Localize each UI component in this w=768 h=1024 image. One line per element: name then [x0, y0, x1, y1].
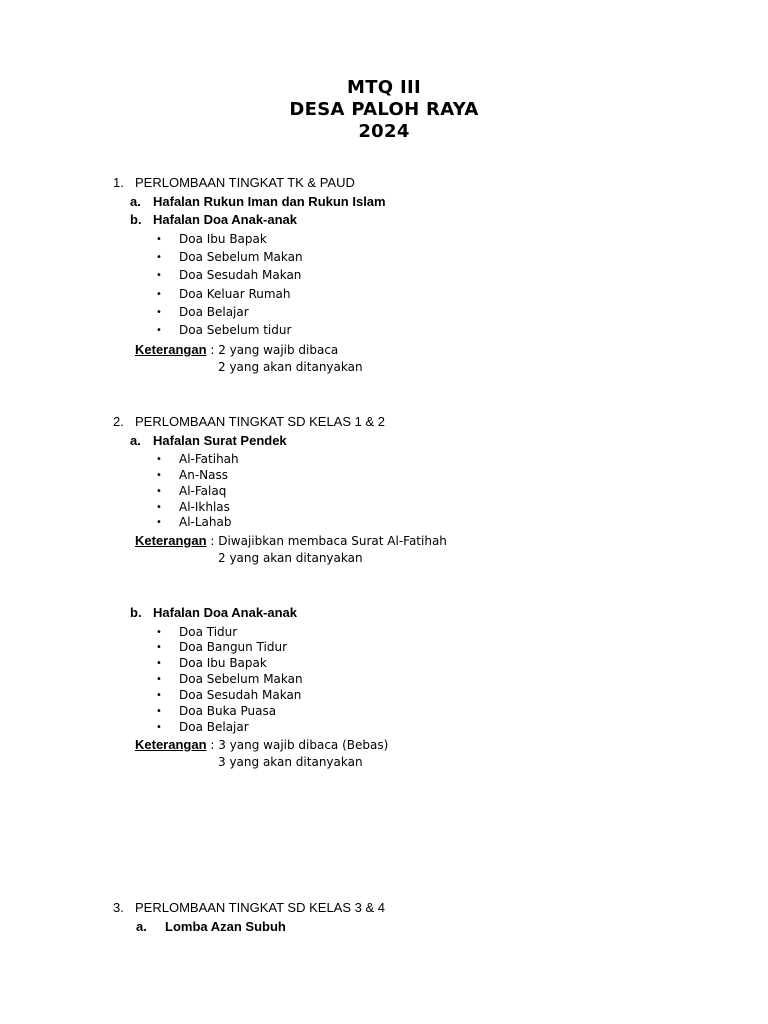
sub-letter: b.	[130, 605, 142, 620]
sub-label: Hafalan Surat Pendek	[153, 433, 287, 448]
list-item	[156, 640, 287, 656]
keterangan-text-line-2: 2 yang akan ditanyakan	[218, 551, 363, 565]
list-item	[156, 250, 303, 266]
bullet-icon: •	[156, 252, 162, 263]
list-item-text: Doa Tidur	[179, 625, 238, 639]
section-title: PERLOMBAAN TINGKAT TK & PAUD	[135, 175, 355, 190]
section-2-heading	[113, 414, 385, 430]
section-3-heading	[113, 900, 385, 916]
list-item	[156, 484, 226, 500]
list-item-text: Doa Sebelum tidur	[179, 323, 292, 337]
list-item-text: Al-Lahab	[179, 515, 232, 529]
bullet-icon: •	[156, 325, 162, 336]
sub-letter: b.	[130, 212, 142, 227]
list-item-text: Al-Falaq	[179, 484, 227, 498]
sub-letter: a.	[136, 919, 147, 934]
list-item	[156, 500, 230, 516]
bullet-icon: •	[156, 454, 162, 465]
sub-label: Hafalan Doa Anak-anak	[153, 212, 298, 227]
list-item-text: Doa Sebelum Makan	[179, 250, 303, 264]
bullet-icon: •	[156, 270, 162, 281]
list-item	[156, 688, 301, 704]
sub-label: Lomba Azan Subuh	[165, 919, 286, 934]
list-item-text: Doa Buka Puasa	[179, 704, 277, 718]
bullet-icon: •	[156, 486, 162, 497]
bullet-icon: •	[156, 234, 162, 245]
list-item-text: Doa Bangun Tidur	[179, 640, 288, 654]
bullet-icon: •	[156, 627, 162, 638]
section-number: 1.	[113, 175, 124, 190]
list-item	[156, 268, 301, 284]
bullet-icon: •	[156, 706, 162, 717]
bullet-icon: •	[156, 690, 162, 701]
list-item	[156, 656, 267, 672]
sub-letter: a.	[130, 194, 141, 209]
list-item	[156, 720, 249, 736]
list-item-text: Al-Fatihah	[179, 452, 239, 466]
sub-label: Hafalan Rukun Iman dan Rukun Islam	[153, 194, 386, 209]
list-item	[156, 232, 267, 248]
keterangan-text-line-2: 2 yang akan ditanyakan	[218, 360, 363, 374]
sub-letter: a.	[130, 433, 141, 448]
bullet-icon: •	[156, 658, 162, 669]
bullet-icon: •	[156, 307, 162, 318]
list-item-text: Al-Ikhlas	[179, 500, 230, 514]
list-item-text: Doa Belajar	[179, 720, 249, 734]
keterangan-note	[135, 737, 388, 753]
list-item	[156, 515, 232, 531]
keterangan-label: Keterangan	[135, 533, 207, 548]
keterangan-label: Keterangan	[135, 342, 207, 357]
section-3-sub-a	[136, 919, 286, 935]
list-item	[156, 452, 239, 468]
section-1-heading	[113, 175, 355, 191]
keterangan-label: Keterangan	[135, 737, 207, 752]
list-item	[156, 305, 249, 321]
keterangan-separator: :	[206, 343, 219, 357]
list-item	[156, 704, 276, 720]
bullet-icon: •	[156, 502, 162, 513]
list-item	[156, 625, 237, 641]
list-item	[156, 468, 228, 484]
bullet-icon: •	[156, 289, 162, 300]
list-item-text: Doa Sesudah Makan	[179, 688, 302, 702]
keterangan-separator: :	[206, 534, 219, 548]
list-item-text: An-Nass	[179, 468, 228, 482]
list-item-text: Doa Sesudah Makan	[179, 268, 302, 282]
bullet-icon: •	[156, 642, 162, 653]
section-number: 2.	[113, 414, 124, 429]
sub-label: Hafalan Doa Anak-anak	[153, 605, 298, 620]
keterangan-text: 2 yang wajib dibaca	[218, 343, 339, 357]
keterangan-text-line-2: 3 yang akan ditanyakan	[218, 755, 363, 769]
list-item-text: Doa Ibu Bapak	[179, 656, 267, 670]
bullet-icon: •	[156, 470, 162, 481]
list-item	[156, 672, 303, 688]
section-title: PERLOMBAAN TINGKAT SD KELAS 1 & 2	[135, 414, 385, 429]
bullet-icon: •	[156, 517, 162, 528]
keterangan-separator: :	[206, 738, 219, 752]
document-title-line-3: 2024	[358, 121, 410, 142]
bullet-icon: •	[156, 674, 162, 685]
list-item-text: Doa Sebelum Makan	[179, 672, 303, 686]
section-2-sub-a	[130, 433, 287, 449]
list-item-text: Doa Belajar	[179, 305, 249, 319]
section-number: 3.	[113, 900, 124, 915]
section-1-sub-b	[130, 212, 297, 228]
list-item-text: Doa Ibu Bapak	[179, 232, 267, 246]
keterangan-text: Diwajibkan membaca Surat Al-Fatihah	[218, 534, 447, 548]
section-title: PERLOMBAAN TINGKAT SD KELAS 3 & 4	[135, 900, 385, 915]
list-item-text: Doa Keluar Rumah	[179, 287, 291, 301]
bullet-icon: •	[156, 722, 162, 733]
section-1-sub-a	[130, 194, 386, 210]
list-item	[156, 287, 291, 303]
keterangan-note	[135, 533, 447, 549]
section-2-sub-b	[130, 605, 297, 621]
document-title-line-1: MTQ III	[347, 77, 421, 98]
list-item	[156, 323, 291, 339]
keterangan-text: 3 yang wajib dibaca (Bebas)	[218, 738, 389, 752]
document-title-line-2: DESA PALOH RAYA	[289, 99, 479, 120]
keterangan-note	[135, 342, 338, 358]
